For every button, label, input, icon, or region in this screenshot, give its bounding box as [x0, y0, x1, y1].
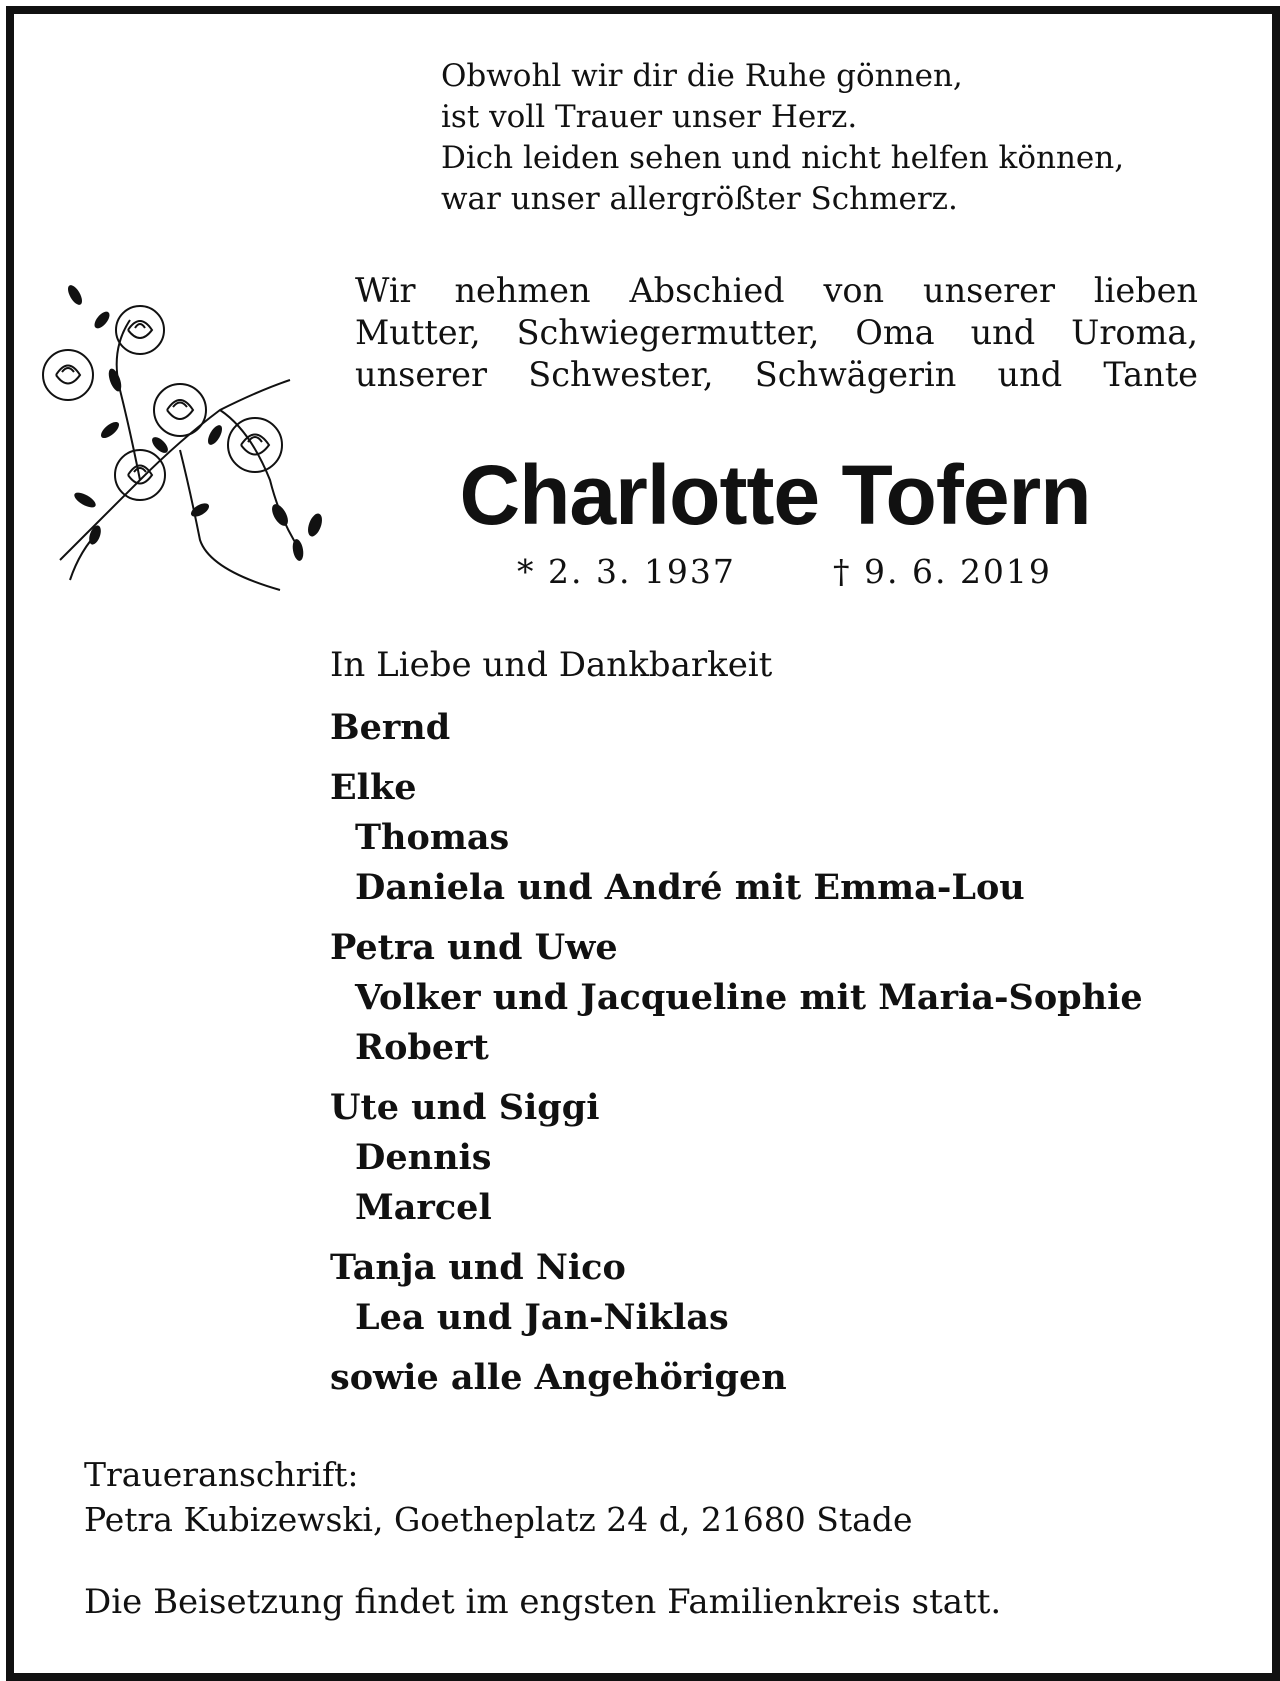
farewell-line: unserer Schwester, Schwägerin und Tante: [355, 355, 1198, 394]
family-member: Thomas: [355, 817, 510, 858]
family-list: [330, 703, 1143, 1403]
farewell-text: [355, 270, 1198, 396]
address-label: Traueranschrift:: [84, 1455, 359, 1494]
family-member: Dennis: [355, 1137, 492, 1178]
burial-note: Die Beisetzung findet im engsten Familienkreis statt.: [84, 1582, 1002, 1622]
family-member: Tanja und Nico: [330, 1247, 626, 1288]
family-member: Petra und Uwe: [330, 927, 618, 968]
family-member: Elke: [330, 767, 417, 808]
gratitude-line: In Liebe und Dankbarkeit: [330, 645, 773, 685]
farewell-line: Wir nehmen Abschied von unserer lieben: [355, 271, 1198, 310]
death-date: † 9. 6. 2019: [833, 552, 1052, 591]
address-value: Petra Kubizewski, Goetheplatz 24 d, 21680 Stade: [84, 1500, 913, 1539]
poem-line: ist voll Trauer unser Herz.: [441, 99, 858, 135]
poem-line: Obwohl wir dir die Ruhe gönnen,: [441, 58, 963, 94]
family-member: Robert: [355, 1027, 489, 1068]
deceased-name: Charlotte Tofern: [459, 448, 1091, 542]
birth-date: * 2. 3. 1937: [517, 552, 736, 591]
family-member: Bernd: [330, 707, 451, 748]
family-member: Lea und Jan-Niklas: [355, 1297, 729, 1338]
family-member: Daniela und André mit Emma-Lou: [355, 867, 1025, 908]
poem-line: war unser allergrößter Schmerz.: [441, 181, 958, 217]
family-member: Marcel: [355, 1187, 492, 1228]
rose-branch-illustration: [40, 280, 340, 600]
farewell-line: Mutter, Schwiegermutter, Oma und Uroma,: [355, 313, 1198, 352]
family-member: Volker und Jacqueline mit Maria-Sophie: [355, 977, 1143, 1018]
poem: [441, 56, 1124, 220]
family-member: Ute und Siggi: [330, 1087, 600, 1128]
family-member: sowie alle Angehörigen: [330, 1357, 787, 1398]
poem-line: Dich leiden sehen und nicht helfen können,: [441, 140, 1125, 176]
